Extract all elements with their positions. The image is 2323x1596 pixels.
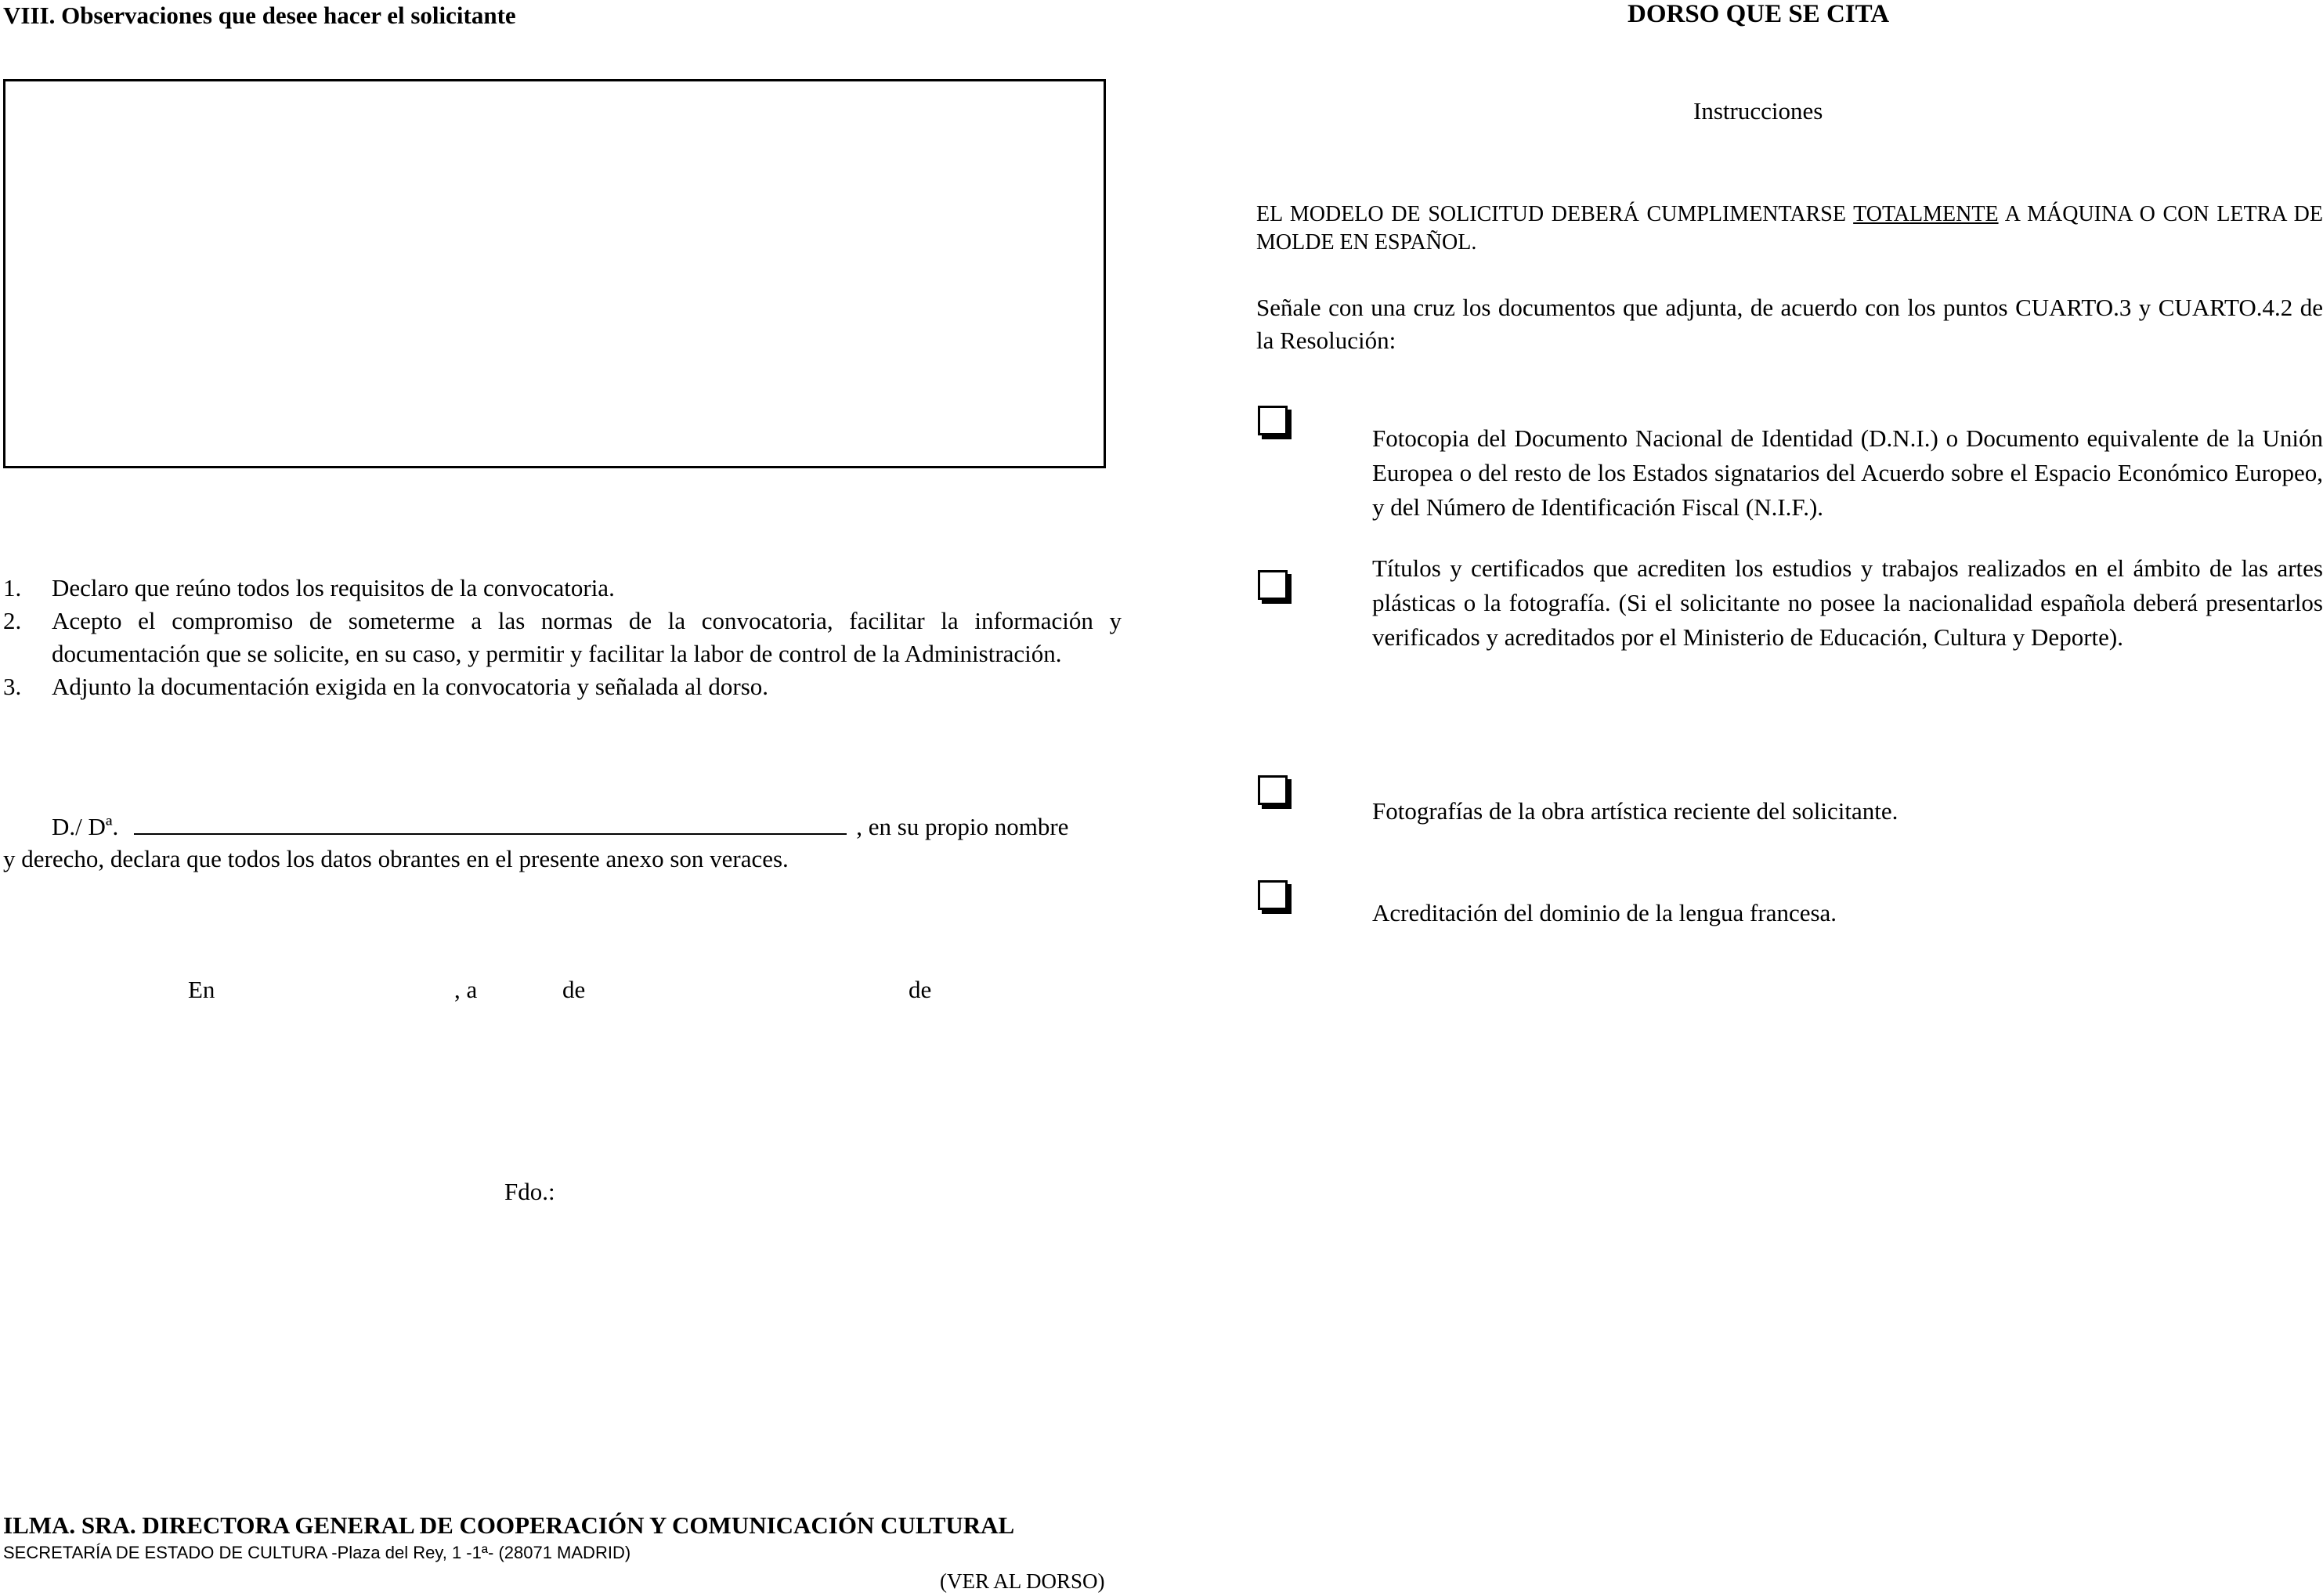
fill-instructions-part: EL MODELO DE SOLICITUD DEBERÁ CUMPLIMENTARSE — [1256, 202, 1854, 226]
see-back-note: (VER AL DORSO) — [940, 1569, 1105, 1593]
declaration-text: Acepto el compromiso de someterme a las normas de la convocatoria, facilitar la información y documentación que se solicite, en su caso, y permitir y facilitar la labor de control de la Administración. — [52, 607, 1122, 667]
checkbox-french[interactable] — [1258, 880, 1288, 910]
document-item-photos: Fotografías de la obra artística reciente del solicitante. — [1372, 797, 1899, 825]
declaration-number: 3. — [3, 673, 22, 700]
document-item-french: Acreditación del dominio de la lengua francesa. — [1372, 899, 1837, 926]
year-label: de — [909, 976, 932, 1003]
declaration-number: 2. — [3, 607, 22, 634]
instructions-title: Instrucciones — [1693, 97, 1823, 125]
mark-instruction: Señale con una cruz los documentos que adjunta, de acuerdo con los puntos CUARTO.3 y CUARTO.4.2 de la Resolución: — [1256, 294, 2323, 354]
declaration-text: Declaro que reúno todos los requisitos de la convocatoria. — [52, 574, 615, 601]
checkbox-dni[interactable] — [1258, 406, 1288, 435]
document-item-titles: Títulos y certificados que acrediten los estudios y trabajos realizados en el ámbito de las artes plásticas o la fotografía. (Si el solicitante no posee la nacionalidad española deberá presentarlos verificados y acreditados por el Ministerio de Educación, Cultura y Deporte). — [1372, 554, 2323, 651]
signature-label: Fdo.: — [504, 1178, 555, 1205]
applicant-name-line — [52, 810, 1122, 843]
declaration-item — [3, 572, 1122, 605]
checkbox-titles[interactable] — [1258, 570, 1288, 600]
observations-title: VIII. Observaciones que desee hacer el solicitante — [3, 2, 516, 29]
fill-instructions-part: A MÁQUINA O CON LETRA DE MOLDE EN ESPAÑOL. — [1256, 202, 2323, 255]
declaration-item — [3, 605, 1122, 670]
declaration-number: 1. — [3, 574, 22, 601]
checkbox-photos[interactable] — [1258, 775, 1288, 805]
declarations-list — [3, 572, 1122, 703]
fill-instructions-emphasis: TOTALMENTE — [1853, 202, 1999, 226]
document-item-dni: Fotocopia del Documento Nacional de Identidad (D.N.I.) o Documento equivalente de la Unión Europea o del resto de los Estados signatarios del Acuerdo sobre el Espacio Económico Europeo, y del Número de Identificación Fiscal (N.I.F.). — [1372, 424, 2323, 521]
observations-textbox[interactable] — [3, 79, 1106, 468]
applicant-declaration: y derecho, declara que todos los datos obrantes en el presente anexo son veraces. — [3, 845, 789, 872]
fill-instructions — [1256, 200, 2323, 257]
back-page-title: DORSO QUE SE CITA — [1628, 0, 1890, 28]
month-label: de — [562, 976, 586, 1003]
declaration-text: Adjunto la documentación exigida en la convocatoria y señalada al dorso. — [52, 673, 769, 700]
day-label: , a — [454, 976, 478, 1003]
applicant-suffix: , en su propio nombre — [856, 813, 1069, 840]
declaration-item — [3, 670, 1122, 703]
addressee-address: SECRETARÍA DE ESTADO DE CULTURA -Plaza del Rey, 1 -1ª- (28071 MADRID) — [3, 1543, 631, 1562]
applicant-name-field[interactable] — [134, 810, 847, 835]
addressee-title: ILMA. SRA. DIRECTORA GENERAL DE COOPERACIÓN Y COMUNICACIÓN CULTURAL — [3, 1511, 1015, 1539]
applicant-label: D./ Dª. — [52, 813, 119, 840]
place-label: En — [188, 976, 215, 1003]
